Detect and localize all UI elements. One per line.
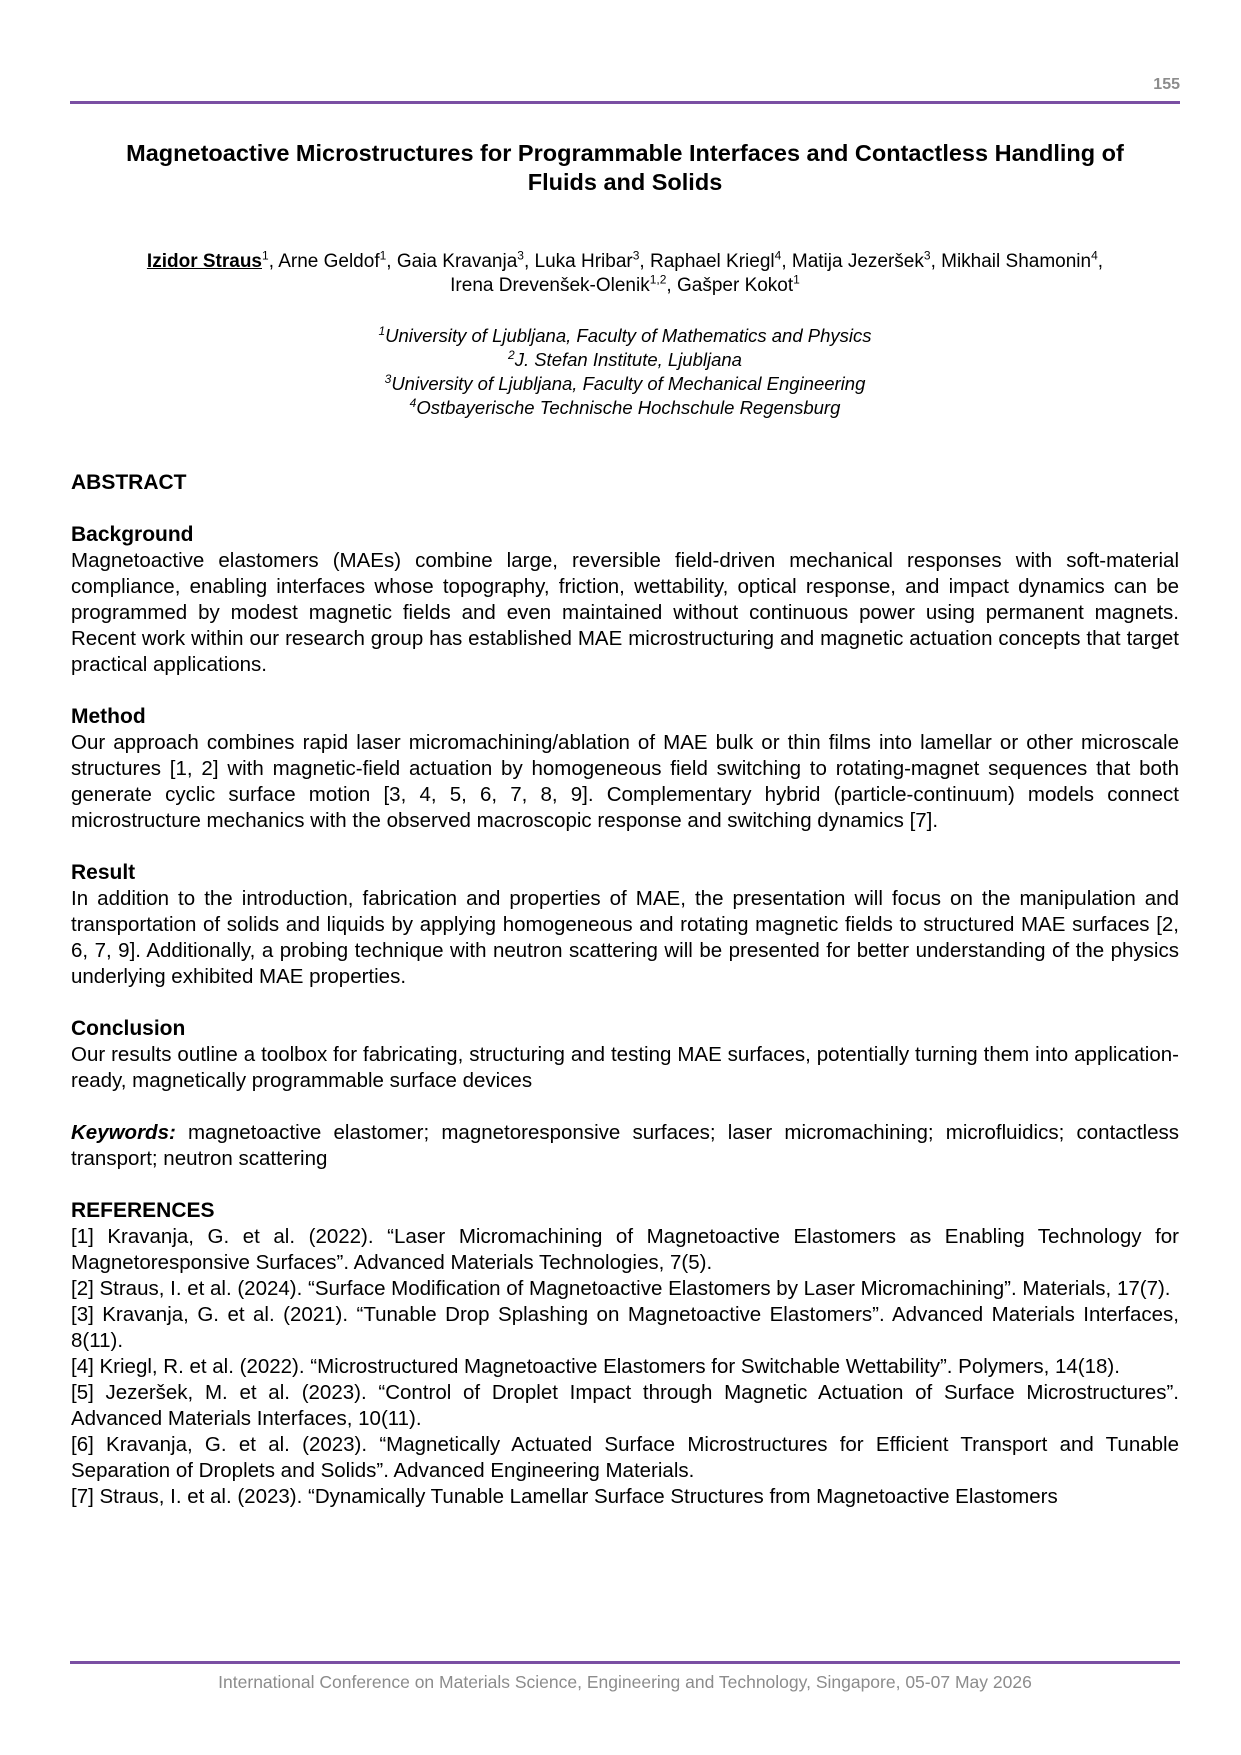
affiliation-marker: 2	[508, 347, 515, 362]
conclusion-section	[71, 1016, 1179, 1094]
author-name: Gašper Kokot	[676, 275, 794, 296]
reference-item: [7] Straus, I. et al. (2023). “Dynamically Tunable Lamellar Surface Structures from Magnetoactive Elastomers	[71, 1485, 1058, 1508]
reference-item: [6] Kravanja, G. et al. (2023). “Magnetically Actuated Surface Microstructures for Efficient Transport and Tunable Separation of Droplets and Solids”. Advanced Engineering Materials.	[71, 1433, 1179, 1482]
affiliation-text: University of Ljubljana, Faculty of Mechanical Engineering	[391, 373, 866, 394]
author-name: Arne Geldof	[278, 251, 380, 272]
affiliation	[70, 372, 1180, 396]
reference-item: [5] Jezeršek, M. et al. (2023). “Control of Droplet Impact through Magnetic Actuation of Surface Microstructures”. Advanced Materials Interfaces, 10(11).	[71, 1381, 1179, 1430]
method-section	[71, 704, 1179, 834]
keywords	[71, 1120, 1179, 1172]
references-heading: REFERENCES	[71, 1199, 215, 1222]
section-heading: Background	[71, 523, 194, 546]
paper-title	[70, 139, 1180, 197]
background-section	[71, 522, 1179, 678]
author-affiliation-marker: 3	[923, 248, 931, 263]
footer-text: International Conference on Materials Science, Engineering and Technology, Singapore, 05-07 May 2026	[218, 1672, 1032, 1692]
author-line: Irena Drevenšek-Olenik$^{1,2}$, Gašper Kokot$^1$	[450, 272, 800, 296]
section-text: Our approach combines rapid laser micromachining/ablation of MAE bulk or thin films into lamellar or other microscale structures [1, 2] with magnetic-field actuation by homogeneous field switching to rotating-magnet sequences that both generate cyclic surface motion [3, 4, 5, 6, 7, 8, 9]. Complementary hybrid (particle-continuum) models connect microstructure mechanics with the observed macroscopic response and switching dynamics [7].	[71, 731, 1179, 832]
page-number: 155	[1153, 76, 1180, 93]
reference-item: [4] Kriegl, R. et al. (2022). “Microstructured Magnetoactive Elastomers for Switchable Wettability”. Polymers, 14(18).	[71, 1355, 1120, 1378]
author-affiliation-marker: 1	[379, 248, 387, 263]
affiliation	[70, 396, 1180, 420]
title-line: Magnetoactive Microstructures for Programmable Interfaces and Contactless Handling of	[126, 140, 1124, 166]
author-affiliation-marker: 1	[262, 248, 269, 263]
author-affiliation-marker: 1	[793, 272, 800, 287]
section-text: In addition to the introduction, fabrication and properties of MAE, the presentation will focus on the manipulation and transportation of solids and liquids by applying homogeneous and rotating magnetic fields to structured MAE surfaces [2, 6, 7, 9]. Additionally, a probing technique with neutron scattering will be presented for better understanding of the physics underlying exhibited MAE properties.	[71, 887, 1179, 988]
author-affiliation-marker: 4	[774, 248, 782, 263]
author-name: Mikhail Shamonin	[941, 251, 1092, 272]
author-affiliation-marker: 3	[517, 248, 524, 263]
section-heading: Method	[71, 705, 146, 728]
affiliation-marker: 3	[384, 371, 392, 386]
abstract-body	[71, 470, 1179, 1510]
result-section	[71, 860, 1179, 990]
reference-item: [3] Kravanja, G. et al. (2021). “Tunable Drop Splashing on Magnetoactive Elastomers”. Advanced Materials Interfaces, 8(11).	[71, 1303, 1179, 1352]
references-section	[71, 1198, 1179, 1510]
abstract-heading: ABSTRACT	[71, 471, 187, 494]
author-name: Irena Drevenšek-Olenik	[450, 275, 650, 296]
affiliation-text: Ostbayerische Technische Hochschule Regensburg	[416, 397, 841, 418]
affiliation-marker: 1	[378, 323, 386, 338]
affiliation-marker: 4	[409, 395, 417, 410]
header-rule	[70, 101, 1180, 104]
author-list	[70, 250, 1180, 298]
affiliation	[70, 348, 1180, 372]
author-affiliation-marker: 1,2	[649, 272, 667, 287]
section-text: Magnetoactive elastomers (MAEs) combine large, reversible field-driven mechanical responses with soft-material compliance, enabling interfaces whose topography, friction, wettability, optical response, and impact dynamics can be programmed by modest magnetic fields and even maintained without continuous power using permanent magnets. Recent work within our research group has established MAE microstructuring and magnetic actuation concepts that target practical applications.	[71, 549, 1179, 676]
affiliation	[70, 324, 1180, 348]
author-name: Luka Hribar	[534, 251, 633, 272]
author-name: Raphael Kriegl	[649, 251, 775, 272]
author-name: Gaia Kravanja	[396, 251, 518, 272]
affiliation-list	[70, 324, 1180, 420]
keywords-label: Keywords:	[71, 1121, 176, 1144]
footer-rule	[70, 1661, 1180, 1664]
presenting-author: Izidor Straus	[146, 251, 262, 272]
affiliation-text: J. Stefan Institute, Ljubljana	[514, 349, 742, 370]
author-affiliation-marker: 3	[632, 248, 640, 263]
author-line: Izidor Straus$^1$, Arne Geldof$^1$, Gaia Kravanja$^3$, Luka Hribar$^3$, Raphael Kriegl$^4$, Matija Jezeršek$^3$, Mikhail Shamonin$^4$,	[146, 248, 1104, 272]
reference-item: [2] Straus, I. et al. (2024). “Surface Modification of Magnetoactive Elastomers by Laser Micromachining”. Materials, 17(7).	[71, 1277, 1171, 1300]
author-affiliation-marker: 4	[1091, 248, 1098, 263]
keywords-text: magnetoactive elastomer; magnetoresponsive surfaces; laser micromachining; microfluidics; contactless transport; neutron scattering	[71, 1121, 1179, 1170]
section-heading: Conclusion	[71, 1017, 186, 1040]
section-heading: Result	[71, 861, 136, 884]
title-line: Fluids and Solids	[527, 169, 723, 195]
author-name: Matija Jezeršek	[791, 251, 924, 272]
section-text: Our results outline a toolbox for fabricating, structuring and testing MAE surfaces, potentially turning them into application-ready, magnetically programmable surface devices	[71, 1043, 1179, 1092]
reference-item: [1] Kravanja, G. et al. (2022). “Laser Micromachining of Magnetoactive Elastomers as Enabling Technology for Magnetoresponsive Surfaces”. Advanced Materials Technologies, 7(5).	[71, 1225, 1179, 1274]
affiliation-text: University of Ljubljana, Faculty of Mathematics and Physics	[385, 325, 872, 346]
